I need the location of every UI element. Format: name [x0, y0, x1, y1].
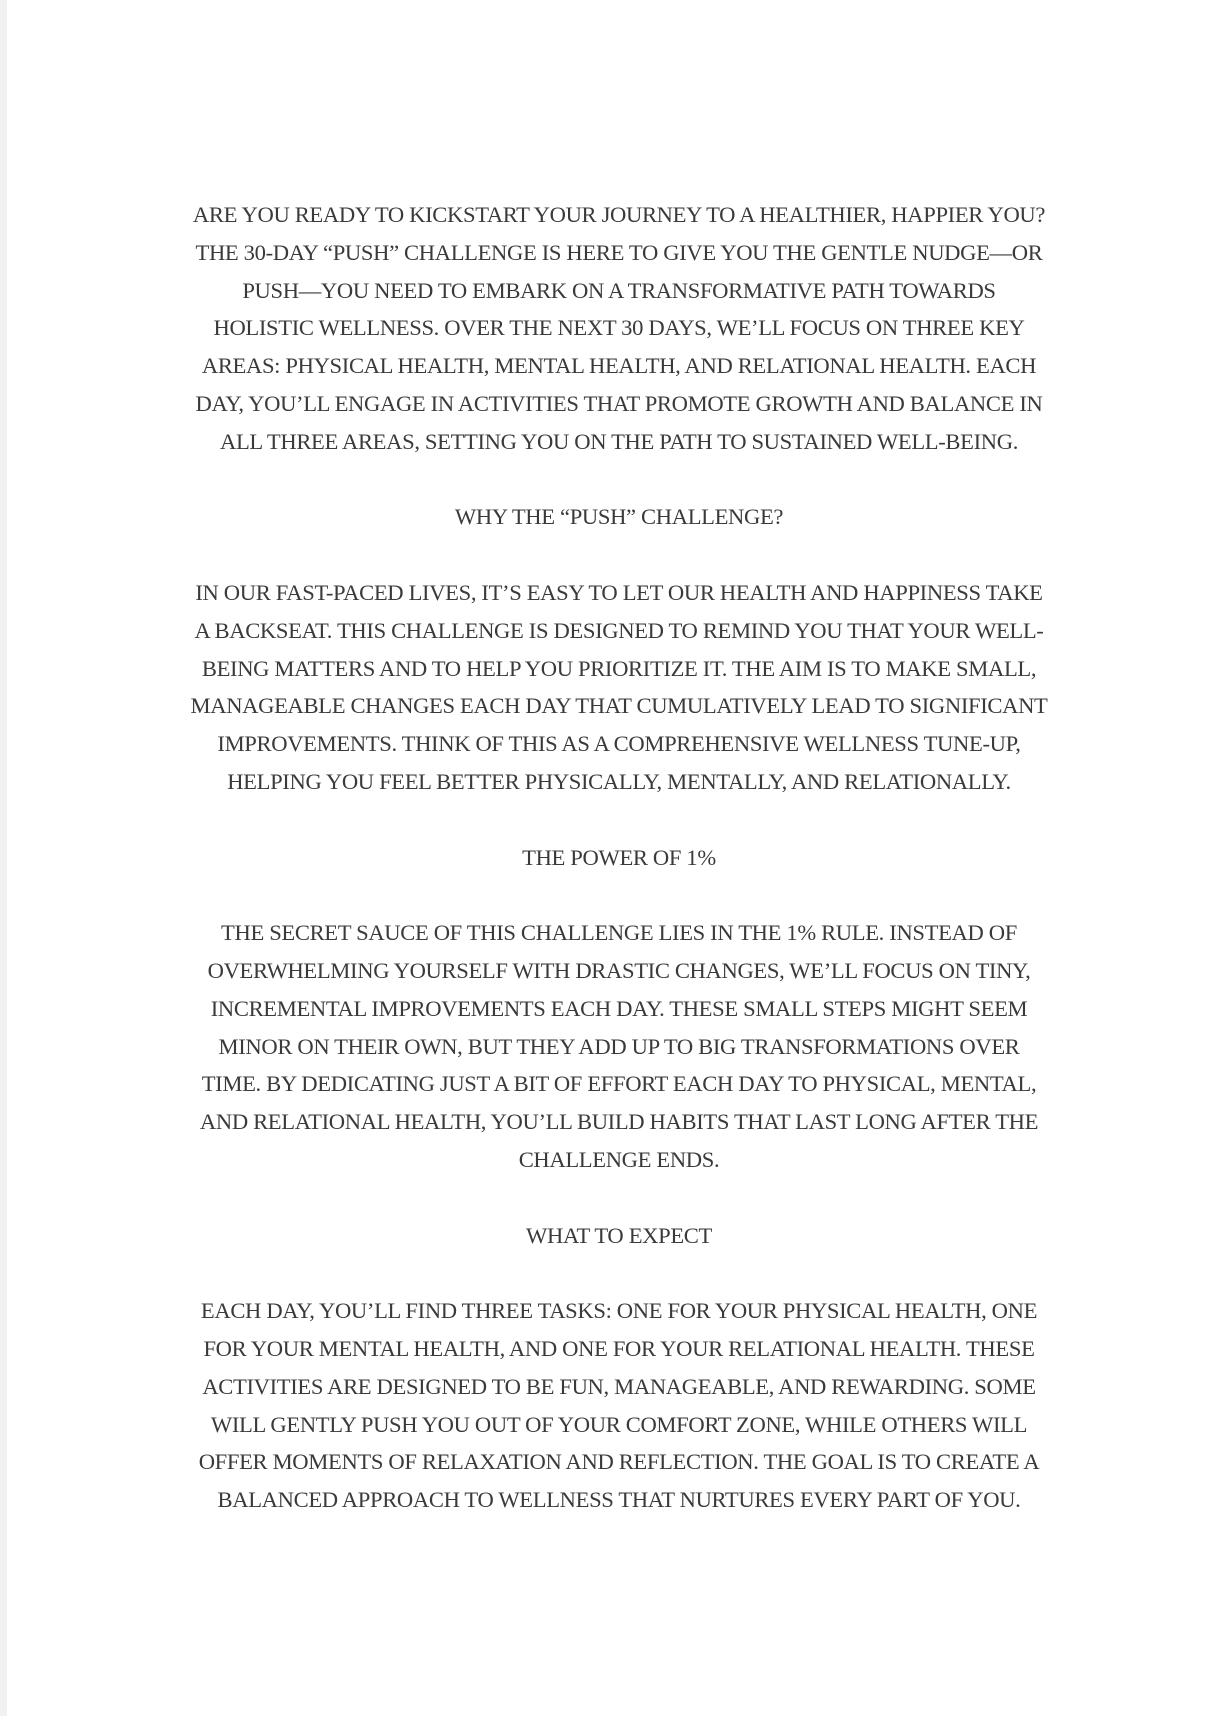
intro-line: PUSH—YOU NEED TO EMBARK ON A TRANSFORMATIVE PATH TOWARDS	[242, 277, 996, 303]
intro-line: AREAS: PHYSICAL HEALTH, MENTAL HEALTH, AND RELATIONAL HEALTH. EACH	[201, 353, 1037, 379]
power-line: MINOR ON THEIR OWN, BUT THEY ADD UP TO BIG TRANSFORMATIONS OVER	[218, 1033, 1020, 1059]
document-body	[132, 196, 1106, 1519]
expect-line: FOR YOUR MENTAL HEALTH, AND ONE FOR YOUR RELATIONAL HEALTH. THESE	[203, 1335, 1035, 1361]
expect-line: WILL GENTLY PUSH YOU OUT OF YOUR COMFORT ZONE, WHILE OTHERS WILL	[210, 1411, 1028, 1437]
spacer	[132, 1179, 1106, 1217]
intro-line: ARE YOU READY TO KICKSTART YOUR JOURNEY TO A HEALTHIER, HAPPIER YOU?	[192, 202, 1046, 227]
expect-line: OFFER MOMENTS OF RELAXATION AND REFLECTION. THE GOAL IS TO CREATE A	[198, 1449, 1040, 1475]
spacer	[132, 1254, 1106, 1292]
section-heading-why: WHY THE “PUSH” CHALLENGE?	[454, 504, 784, 530]
intro-paragraph	[132, 196, 1106, 461]
why-line: A BACKSEAT. THIS CHALLENGE IS DESIGNED TO REMIND YOU THAT YOUR WELL-	[194, 617, 1044, 643]
spacer	[132, 801, 1106, 839]
intro-line: THE 30-DAY “PUSH” CHALLENGE IS HERE TO GIVE YOU THE GENTLE NUDGE—OR	[195, 239, 1043, 265]
power-paragraph	[132, 914, 1106, 1179]
section-heading-power: THE POWER OF 1%	[522, 844, 716, 870]
why-line: HELPING YOU FEEL BETTER PHYSICALLY, MENTALLY, AND RELATIONALLY.	[227, 768, 1011, 794]
spacer	[132, 536, 1106, 574]
power-line: INCREMENTAL IMPROVEMENTS EACH DAY. THESE SMALL STEPS MIGHT SEEM	[210, 995, 1028, 1021]
document-page	[7, 0, 1210, 1716]
why-line: MANAGEABLE CHANGES EACH DAY THAT CUMULATIVELY LEAD TO SIGNIFICANT	[190, 693, 1048, 719]
why-line: BEING MATTERS AND TO HELP YOU PRIORITIZE IT. THE AIM IS TO MAKE SMALL,	[201, 655, 1037, 681]
expect-paragraph	[132, 1292, 1106, 1519]
power-line: THE SECRET SAUCE OF THIS CHALLENGE LIES IN THE 1% RULE. INSTEAD OF	[221, 920, 1017, 946]
power-line: AND RELATIONAL HEALTH, YOU’LL BUILD HABITS THAT LAST LONG AFTER THE	[199, 1109, 1039, 1135]
power-line: TIME. BY DEDICATING JUST A BIT OF EFFORT EACH DAY TO PHYSICAL, MENTAL,	[201, 1071, 1037, 1097]
spacer	[132, 876, 1106, 914]
why-paragraph	[132, 574, 1106, 801]
power-line: CHALLENGE ENDS.	[518, 1146, 720, 1172]
why-line: IMPROVEMENTS. THINK OF THIS AS A COMPREHENSIVE WELLNESS TUNE-UP,	[217, 731, 1021, 757]
section-heading-expect: WHAT TO EXPECT	[526, 1222, 712, 1248]
power-line: OVERWHELMING YOURSELF WITH DRASTIC CHANGES, WE’LL FOCUS ON TINY,	[207, 957, 1031, 983]
intro-line: DAY, YOU’LL ENGAGE IN ACTIVITIES THAT PROMOTE GROWTH AND BALANCE IN	[195, 390, 1043, 416]
expect-line: BALANCED APPROACH TO WELLNESS THAT NURTURES EVERY PART OF YOU.	[217, 1487, 1021, 1513]
spacer	[132, 461, 1106, 499]
expect-line: EACH DAY, YOU’LL FIND THREE TASKS: ONE FOR YOUR PHYSICAL HEALTH, ONE	[200, 1298, 1038, 1324]
intro-line: ALL THREE AREAS, SETTING YOU ON THE PATH TO SUSTAINED WELL-BEING.	[219, 428, 1018, 454]
why-line: IN OUR FAST-PACED LIVES, IT’S EASY TO LET OUR HEALTH AND HAPPINESS TAKE	[195, 579, 1043, 605]
expect-line: ACTIVITIES ARE DESIGNED TO BE FUN, MANAGEABLE, AND REWARDING. SOME	[202, 1373, 1036, 1399]
intro-line: HOLISTIC WELLNESS. OVER THE NEXT 30 DAYS, WE’LL FOCUS ON THREE KEY	[213, 315, 1025, 341]
